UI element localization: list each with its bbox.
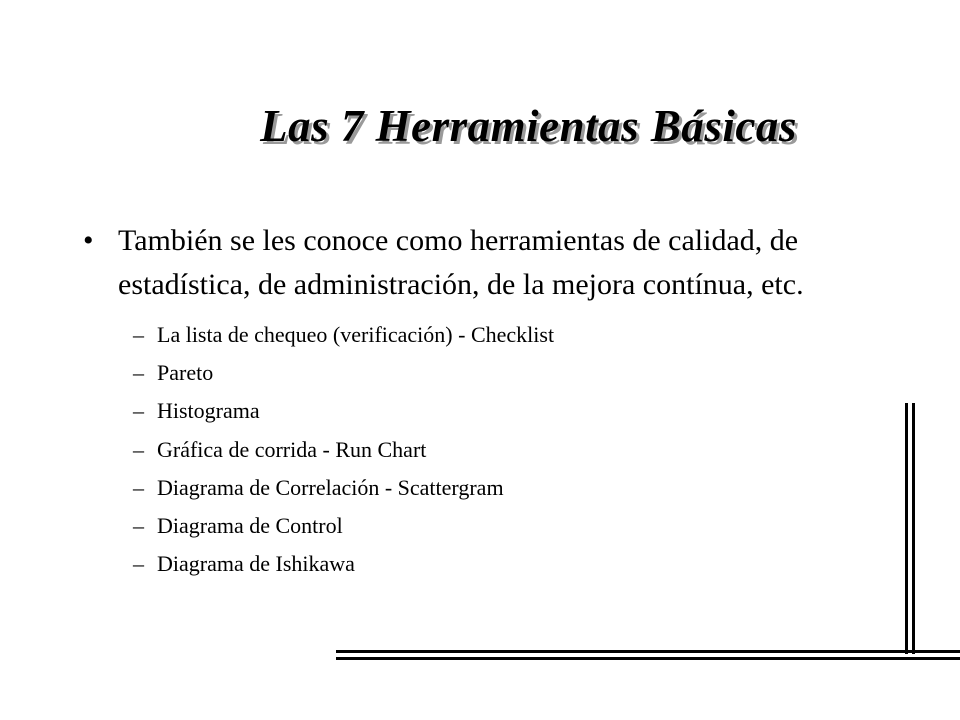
- dash-icon: –: [133, 436, 144, 462]
- dash-icon: –: [133, 360, 144, 386]
- list-item-text: Diagrama de Control: [157, 513, 343, 539]
- list-item-text: Pareto: [157, 360, 214, 386]
- list-item-text: Histograma: [157, 398, 260, 424]
- decorative-vertical-rule: [905, 403, 908, 654]
- slide-title: Las 7 Herramientas Básicas: [260, 101, 797, 151]
- dash-icon: –: [133, 513, 144, 539]
- bullet-dot-icon: •: [83, 224, 94, 257]
- list-item: [133, 354, 823, 392]
- decorative-horizontal-rule: [336, 650, 960, 653]
- list-item: [133, 507, 823, 545]
- dash-icon: –: [133, 398, 144, 424]
- tool-list: [133, 316, 823, 583]
- list-item-text: La lista de chequeo (verificación) - Checklist: [157, 322, 555, 347]
- dash-icon: –: [133, 474, 144, 500]
- decorative-vertical-rule: [912, 403, 915, 654]
- list-item: [133, 392, 823, 430]
- list-item-text: Gráfica de corrida - Run Chart: [157, 436, 427, 462]
- main-bullet: [83, 219, 823, 307]
- dash-icon: –: [133, 551, 144, 577]
- bullet-block: [83, 219, 823, 583]
- list-item-text: Diagrama de Correlación - Scattergram: [157, 474, 504, 500]
- list-item-text: Diagrama de Ishikawa: [157, 551, 355, 577]
- list-item: [133, 545, 823, 583]
- decorative-horizontal-rule: [336, 657, 960, 660]
- list-item: [133, 431, 823, 469]
- main-bullet-text: También se les conoce como herramientas de calidad, de estadística, de administración, de la mejora contínua, etc.: [118, 224, 804, 301]
- dash-icon: –: [133, 322, 144, 347]
- list-item: [133, 469, 823, 507]
- list-item: [133, 316, 823, 354]
